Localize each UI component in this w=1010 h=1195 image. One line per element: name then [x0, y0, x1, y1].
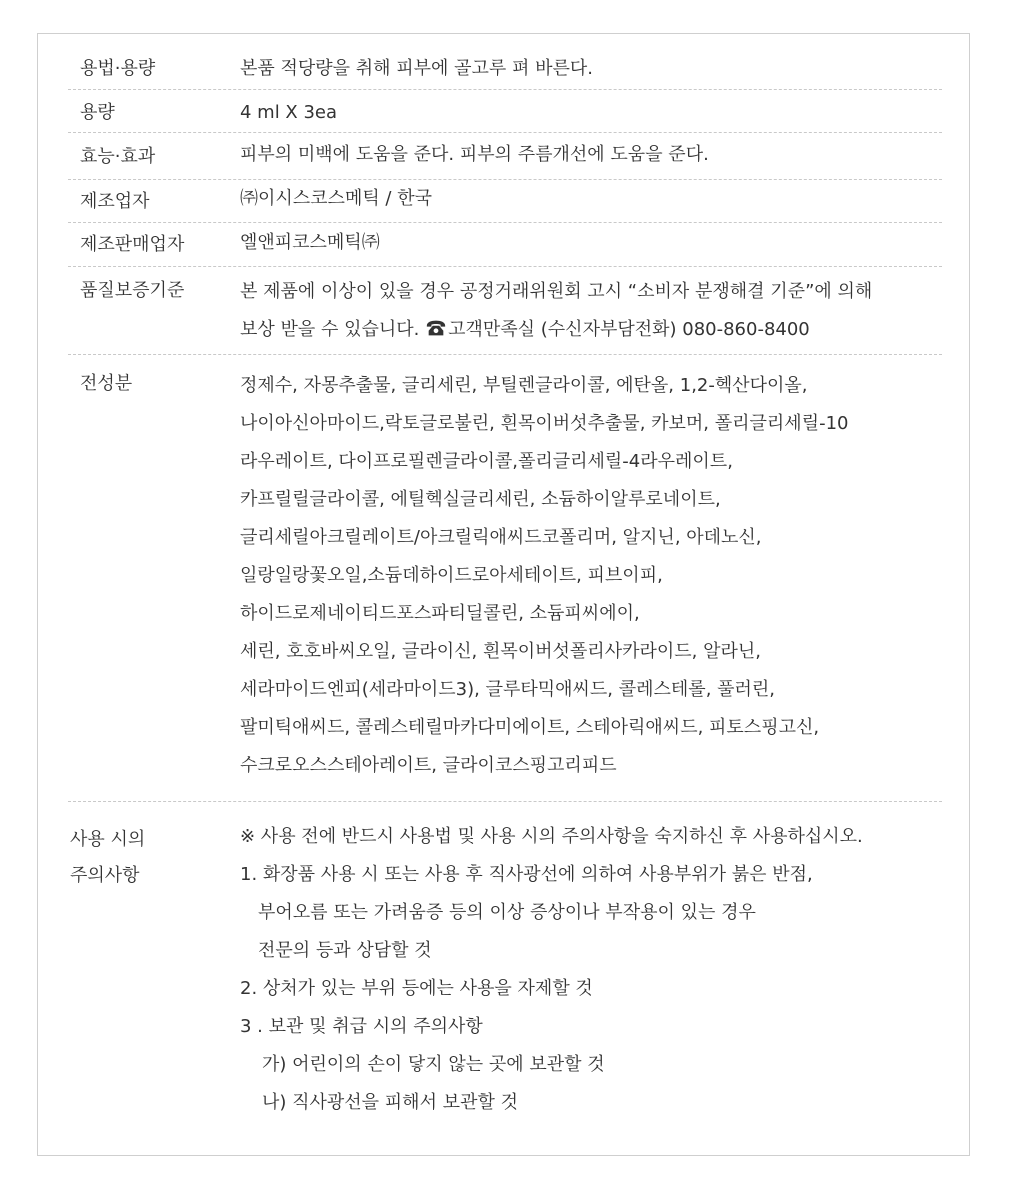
- value-ingredients: [240, 367, 848, 785]
- label-effect: 효능·효과: [80, 146, 156, 167]
- row-quality: [68, 267, 942, 355]
- ingredients-line: 나이아신아마이드,락토글로불린, 흰목이버섯추출물, 카보머, 폴리글리세릴-10: [240, 413, 849, 434]
- row-volume: [68, 90, 942, 133]
- caution-line: ※ 사용 전에 반드시 사용법 및 사용 시의 주의사항을 숙지하신 후 사용하십시오.: [240, 826, 863, 847]
- ingredients-line: 하이드로제네이티드포스파티딜콜린, 소듐피씨에이,: [240, 603, 640, 624]
- label-usage: 용법·용량: [80, 58, 156, 79]
- value-quality: [240, 273, 872, 349]
- caution-line: 나) 직사광선을 피해서 보관할 것: [262, 1092, 518, 1113]
- value-seller: 엘앤피코스메틱㈜: [240, 232, 380, 253]
- value-usage: 본품 적당량을 취해 피부에 골고루 펴 바른다.: [240, 58, 594, 79]
- label-ingredients: 전성분: [80, 373, 133, 394]
- label-caution: [70, 821, 145, 893]
- ingredients-line: 정제수, 자몽추출물, 글리세린, 부틸렌글라이콜, 에탄올, 1,2-헥산다이올,: [240, 375, 808, 396]
- ingredients-line: 세라마이드엔피(세라마이드3), 글루타믹애씨드, 콜레스테롤, 풀러린,: [240, 679, 776, 700]
- quality-line-2-contact: 고객만족실 (수신자부담전화) 080-860-8400: [448, 319, 810, 340]
- label-manufacturer: 제조업자: [80, 191, 150, 212]
- caution-line: 가) 어린이의 손이 닿지 않는 곳에 보관할 것: [262, 1054, 605, 1075]
- row-ingredients: [68, 355, 942, 802]
- label-volume: 용량: [80, 102, 115, 123]
- caution-line: 1. 화장품 사용 시 또는 사용 후 직사광선에 의하여 사용부위가 붉은 반점,: [240, 864, 813, 885]
- value-effect: 피부의 미백에 도움을 준다. 피부의 주름개선에 도움을 준다.: [240, 144, 709, 165]
- caution-line: 전문의 등과 상담할 것: [258, 940, 432, 961]
- caution-line: 2. 상처가 있는 부위 등에는 사용을 자제할 것: [240, 978, 593, 999]
- row-effect: [68, 133, 942, 180]
- label-seller: 제조판매업자: [80, 234, 185, 255]
- quality-line-2: [240, 311, 872, 349]
- quality-line-1: 본 제품에 이상이 있을 경우 공정거래위원회 고시 “소비자 분쟁해결 기준”에 의해: [240, 281, 873, 302]
- caution-line: 부어오름 또는 가려움증 등의 이상 증상이나 부작용이 있는 경우: [258, 902, 756, 923]
- value-manufacturer: ㈜이시스코스메틱 / 한국: [240, 188, 432, 209]
- row-seller: [68, 223, 942, 267]
- ingredients-line: 카프릴릴글라이콜, 에틸헥실글리세린, 소듐하이알루로네이트,: [240, 489, 721, 510]
- ingredients-line: 일랑일랑꽃오일,소듐데하이드로아세테이트, 피브이피,: [240, 565, 663, 586]
- quality-line-2-prefix: 보상 받을 수 있습니다.: [240, 319, 426, 340]
- ingredients-line: 세린, 호호바씨오일, 글라이신, 흰목이버섯폴리사카라이드, 알라닌,: [240, 641, 761, 662]
- phone-icon: [425, 317, 447, 339]
- caution-label-line-2: 주의사항: [70, 865, 140, 886]
- value-caution: [240, 818, 863, 1122]
- row-caution: [68, 802, 942, 1132]
- ingredients-line: 글리세릴아크릴레이트/아크릴릭애씨드코폴리머, 알지닌, 아데노신,: [240, 527, 762, 548]
- ingredients-line: 수크로오스스테아레이트, 글라이코스핑고리피드: [240, 755, 617, 776]
- caution-line: 3 . 보관 및 취급 시의 주의사항: [240, 1016, 483, 1037]
- row-manufacturer: [68, 180, 942, 223]
- ingredients-line: 라우레이트, 다이프로필렌글라이콜,폴리글리세릴-4라우레이트,: [240, 451, 733, 472]
- ingredients-line: 팔미틱애씨드, 콜레스테릴마카다미에이트, 스테아릭애씨드, 피토스핑고신,: [240, 717, 820, 738]
- value-volume: 4 ml X 3ea: [240, 102, 338, 123]
- caution-label-line-1: 사용 시의: [70, 829, 146, 850]
- label-quality: 품질보증기준: [80, 280, 185, 301]
- row-usage: [68, 48, 942, 90]
